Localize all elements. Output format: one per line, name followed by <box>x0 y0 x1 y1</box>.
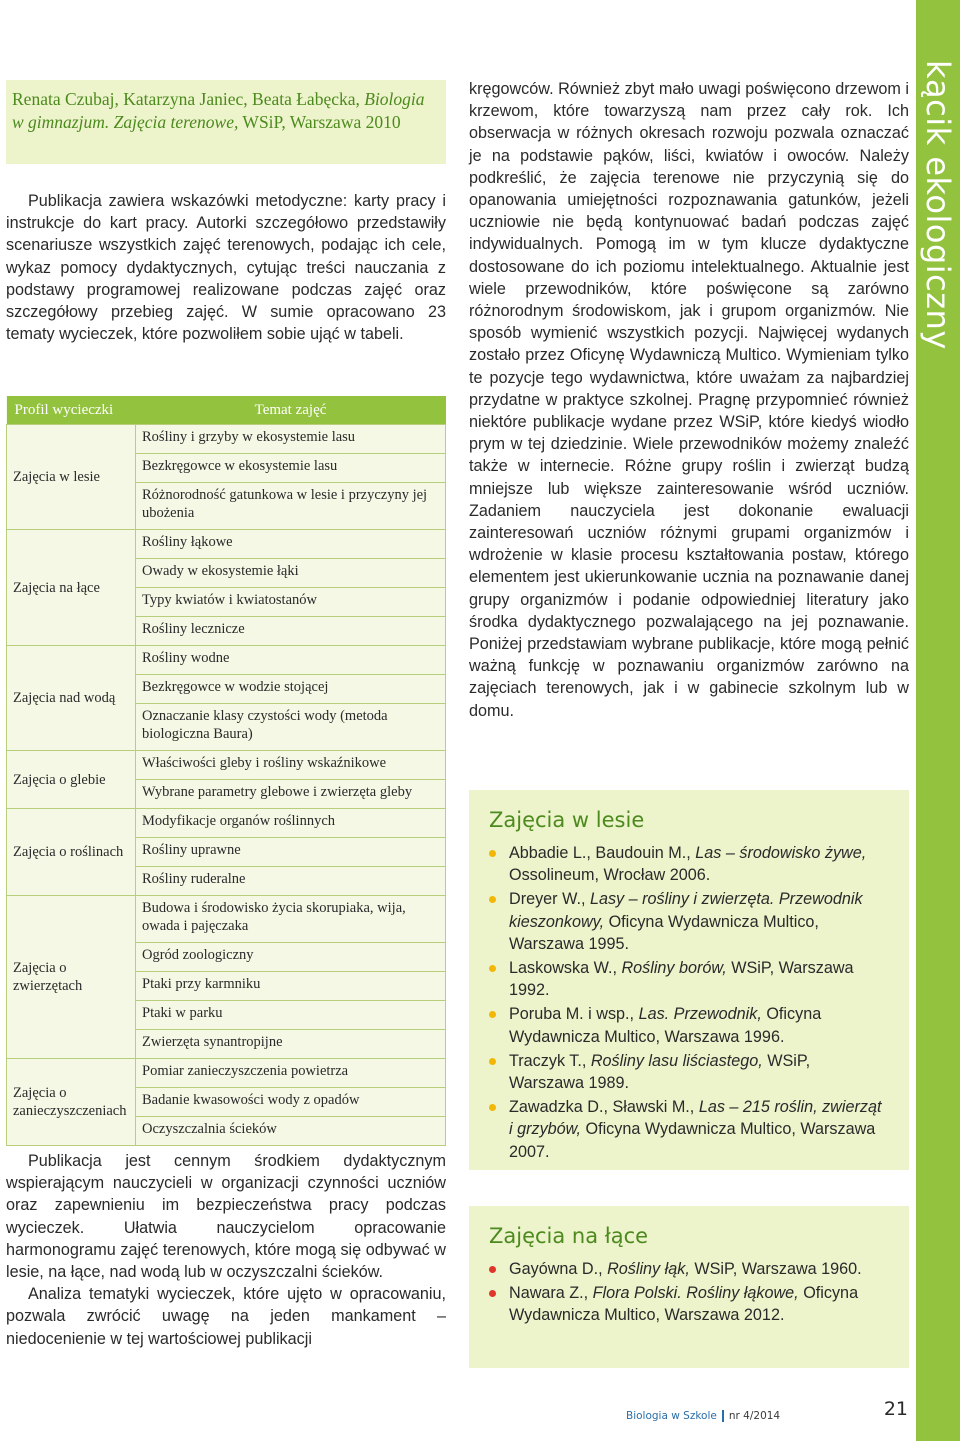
trip-topic-cell: Ptaki przy karmniku <box>136 972 446 1001</box>
footer-separator <box>722 1410 724 1422</box>
bullet-icon <box>489 1290 496 1297</box>
reference-title: Biologia w gimnazjum. Zajęcia terenowe, <box>12 89 425 132</box>
bullet-icon <box>489 1058 496 1065</box>
trip-topic-cell: Rośliny łąkowe <box>136 530 446 559</box>
literature-author: Dreyer W., <box>509 890 586 909</box>
reference-authors: Renata Czubaj, Katarzyna Janiec, Beata Łabęcka, <box>12 89 360 109</box>
literature-publisher: Oficyna Wydawnicza Multico, Warszawa 1995. <box>509 912 819 953</box>
bullet-icon <box>489 1266 496 1273</box>
literature-title: Rośliny borów, <box>621 959 727 978</box>
literature-publisher: WSiP, Warszawa 1989. <box>509 1051 811 1093</box>
trip-profile-cell: Zajęcia o glebie <box>7 751 136 809</box>
trip-topic-cell: Badanie kwasowości wody z opadów <box>136 1088 446 1117</box>
literature-item <box>489 1050 887 1094</box>
trip-topic-cell: Rośliny ruderalne <box>136 867 446 896</box>
trip-topic-cell: Oczyszczalnia ścieków <box>136 1117 446 1146</box>
trip-topic-cell: Typy kwiatów i kwiatostanów <box>136 588 446 617</box>
trip-topic-cell: Bezkręgowce w wodzie stojącej <box>136 675 446 704</box>
table-header-row <box>7 396 446 425</box>
bullet-icon <box>489 1011 496 1018</box>
literature-title: Rośliny lasu liściastego, <box>590 1051 763 1070</box>
trip-topic-cell: Oznaczanie klasy czystości wody (metoda biologiczna Baura) <box>136 704 446 751</box>
book-reference-box <box>6 80 446 164</box>
trip-topic-cell: Wybrane parametry glebowe i zwierzęta gleby <box>136 780 446 809</box>
literature-author: Gayówna D., <box>509 1260 603 1278</box>
literature-item <box>489 1003 887 1047</box>
literature-title: Las – środowisko żywe, <box>695 844 867 862</box>
literature-item <box>489 957 887 1001</box>
reference-place-year: Warszawa 2010 <box>289 112 401 132</box>
bullet-icon <box>489 965 496 972</box>
table-row <box>7 896 446 943</box>
meadow-box-heading: Zajęcia na łące <box>489 1224 649 1248</box>
literature-publisher: WSiP, Warszawa 1992. <box>509 959 854 1000</box>
table-row <box>7 809 446 838</box>
literature-publisher: Oficyna Wydawnicza Multico, Warszawa 2012. <box>509 1284 859 1325</box>
table-body <box>7 425 446 1146</box>
trip-profile-cell: Zajęcia o zwierzętach <box>7 896 136 1059</box>
issue-number: nr 4/2014 <box>728 1410 781 1422</box>
trip-topic-cell: Rośliny wodne <box>136 646 446 675</box>
trip-topic-cell: Pomiar zanieczyszczenia powietrza <box>136 1059 446 1088</box>
trips-table <box>6 396 446 1146</box>
bullet-icon <box>489 1104 496 1111</box>
literature-item <box>489 888 887 955</box>
literature-item <box>489 1096 887 1163</box>
literature-title: Flora Polski. Rośliny łąkowe, <box>592 1284 799 1303</box>
journal-name: Biologia w Szkole <box>626 1410 717 1422</box>
forest-literature-list <box>489 842 887 1163</box>
literature-title: Las – 215 roślin, zwierząt i grzybów, <box>509 1098 882 1139</box>
trip-topic-cell: Modyfikacje organów roślinnych <box>136 809 446 838</box>
literature-publisher: Ossolineum, Wrocław 2006. <box>509 866 711 885</box>
trip-topic-cell: Rośliny lecznicze <box>136 617 446 646</box>
right-paragraph: kręgowców. Również zbyt mało uwagi poświęcono drzewom i krzewom, które towarzyszą nam przez cały rok. Ich obserwacja w różnych okresach rozwoju pozwala oznaczać je na podstawie pąków, liści, kwiatów i owoców. Należy podkreślić, że zajęcia terenowe nie przyczynią się do opanowania umiejętności rozpoznawania gatunków, jeżeli uczniowie nie będą kontynuować badań podczas zajęć indywidualnych. Pomogą im w tym klucze dydaktyczne dostosowane do ich poziomu intelektualnego. Aktualnie jest wiele przewodników, które poświęcone są zarówno różnorodnym środowiskom, jak i grupom organizmów. Nie sposób wymienić wszystkich pozycji. Najwięcej wydanych zostało przez Oficynę Wydawniczą Multico. Wymieniam tylko te pozycje tego wydawnictwa, które uważam za najbardziej przydatne w praktyce szkolnej. Pragnę przypomnieć również niektóre publikacje wydane przez WSiP, które kiedyś wiodło prym w tej dziedzinie. Wiele przewodników możemy znaleźć także w internecie. Różne grupy roślin i zwierząt budzą mniejsze lub większe zainteresowanie wśród uczniów. Zadaniem nauczyciela jest dokonanie ewaluacji zainteresowań uczniów różnymi grupami organizmów i wdrożenie w klasie procesu kształtowania postaw, którego elementem jest ukierunkowanie ucznia na poznawanie danej grupy organizmów i podanie odpowiedniej literatury jako środka dydaktycznego pozwalającego na jej poznawanie. Poniżej przedstawiam wybrane publikacje, które mogą pełnić ważną funkcję w poznawaniu organizmów zarówno na zajęciach terenowych, jak i w gabinecie szkolnym lub w domu. <box>469 80 909 720</box>
literature-title: Lasy – rośliny i zwierzęta. Przewodnik kieszonkowy, <box>509 890 863 931</box>
trip-topic-cell: Właściwości gleby i rośliny wskaźnikowe <box>136 751 446 780</box>
literature-title: Las. Przewodnik, <box>638 1005 762 1024</box>
literature-item <box>489 1282 887 1326</box>
bullet-icon <box>489 850 496 857</box>
literature-author: Traczyk T., <box>509 1051 587 1070</box>
table-row <box>7 1059 446 1088</box>
forest-box-heading: Zajęcia w lesie <box>489 808 645 832</box>
trip-profile-cell: Zajęcia o zanieczyszczeniach <box>7 1059 136 1146</box>
outro-paragraph: Publikacja jest cennym środkiem dydaktycznym wspierającym nauczycieli w organizacji czynności uczniów oraz zapewnieniu im bezpieczeństwa pracy podczas wycieczek. Ułatwia nauczycielom opracowanie harmonogramu zajęć terenowych, które mogą się odbywać w lesie, na łące, nad wodą lub w oczyszczalni ścieków. <box>6 1152 446 1282</box>
meadow-literature-list <box>489 1258 887 1327</box>
trip-profile-cell: Zajęcia o roślinach <box>7 809 136 896</box>
trip-topic-cell: Różnorodność gatunkowa w lesie i przyczyny jej ubożenia <box>136 483 446 530</box>
literature-author: Zawadzka D., Sławski M., <box>509 1098 695 1117</box>
literature-title: Rośliny łąk, <box>607 1260 690 1278</box>
trip-topic-cell: Zwierzęta synantropijne <box>136 1030 446 1059</box>
reference-publisher: WSiP, <box>242 112 286 132</box>
table-row <box>7 646 446 675</box>
intro-text <box>6 190 446 345</box>
trip-topic-cell: Rośliny uprawne <box>136 838 446 867</box>
literature-author: Nawara Z., <box>509 1284 589 1303</box>
literature-publisher: WSiP, Warszawa 1960. <box>694 1260 862 1278</box>
column-header-topic: Temat zajęć <box>136 396 446 425</box>
literature-box-forest <box>469 790 909 1170</box>
outro-paragraph: Analiza tematyki wycieczek, które ujęto w opracowaniu, pozwala zwrócić uwagę na jeden mankament – niedocenienie w tej wartościowej publikacji <box>6 1285 446 1348</box>
right-column-text <box>469 78 909 722</box>
trip-profile-cell: Zajęcia nad wodą <box>7 646 136 751</box>
left-column <box>6 80 446 164</box>
table-row <box>7 425 446 454</box>
trip-topic-cell: Rośliny i grzyby w ekosystemie lasu <box>136 425 446 454</box>
trip-topic-cell: Ogród zoologiczny <box>136 943 446 972</box>
column-header-profile: Profil wycieczki <box>7 396 136 425</box>
bullet-icon <box>489 896 496 903</box>
trip-profile-cell: Zajęcia na łące <box>7 530 136 646</box>
literature-author: Poruba M. i wsp., <box>509 1005 635 1024</box>
outro-text <box>6 1150 446 1350</box>
trip-topic-cell: Owady w ekosystemie łąki <box>136 559 446 588</box>
literature-publisher: Oficyna Wydawnicza Multico, Warszawa 2007. <box>509 1120 876 1161</box>
literature-item <box>489 1258 887 1280</box>
intro-paragraph: Publikacja zawiera wskazówki metodyczne: karty pracy i instrukcje do kart pracy. Autorki szczegółowo przedstawiły scenariusze wszystkich zajęć terenowych, podając ich cele, wykaz pomocy dydaktycznych, cytując treści nauczania z podstawy programowej realizowane podczas zajęć oraz szczegółowy przebieg zajęć. W sumie opracowano 23 tematy wycieczek, które pozwoliłem sobie ująć w tabeli. <box>6 192 446 344</box>
page-footer <box>626 1405 780 1427</box>
section-title: kącik ekologiczny <box>919 60 957 350</box>
table-row <box>7 530 446 559</box>
trip-topic-cell: Budowa i środowisko życia skorupiaka, wija, owada i pajęczaka <box>136 896 446 943</box>
literature-author: Laskowska W., <box>509 959 617 978</box>
literature-publisher: Oficyna Wydawnicza Multico, Warszawa 1996. <box>509 1005 822 1046</box>
trip-topic-cell: Ptaki w parku <box>136 1001 446 1030</box>
literature-box-meadow <box>469 1206 909 1368</box>
literature-item <box>489 842 887 886</box>
literature-author: Abbadie L., Baudouin M., <box>509 844 691 862</box>
trip-profile-cell: Zajęcia w lesie <box>7 425 136 530</box>
page-number: 21 <box>883 1398 908 1420</box>
trip-topic-cell: Bezkręgowce w ekosystemie lasu <box>136 454 446 483</box>
table-row <box>7 751 446 780</box>
